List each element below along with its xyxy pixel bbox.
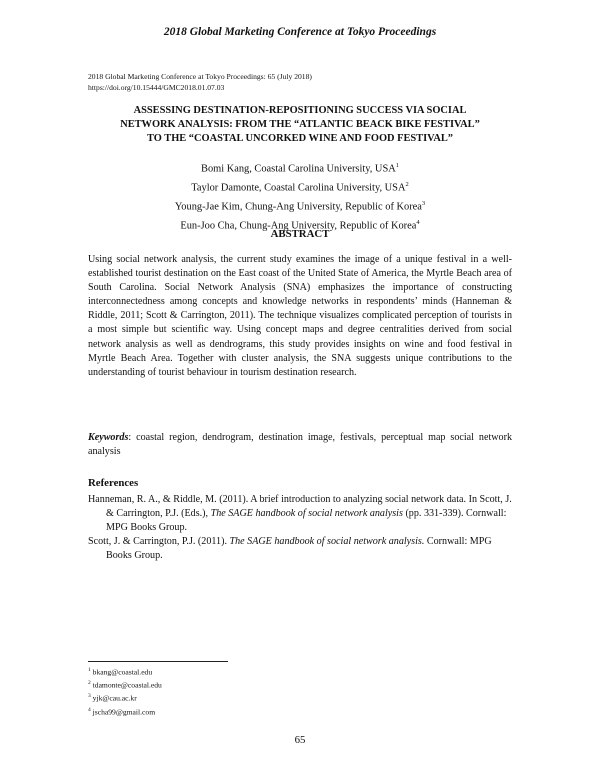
footnotes bbox=[88, 665, 162, 718]
abstract-heading: ABSTRACT bbox=[270, 228, 330, 240]
citation-line: 2018 Global Marketing Conference at Tokyo Proceedings: 65 (July 2018) bbox=[88, 72, 312, 81]
footnote-mark: 4 bbox=[88, 706, 91, 713]
citation-block bbox=[88, 72, 312, 93]
title-line: ASSESSING DESTINATION-REPOSITIONING SUCCESS VIA SOCIAL bbox=[133, 105, 467, 116]
reference-text: Hanneman, R. A., & Riddle, M. (2011). A brief introduction to analyzing social network data. In Scott, J. & Carrington, P.J. (Eds.), bbox=[88, 494, 512, 520]
author-name: Taylor Damonte, Coastal Carolina University, USA bbox=[191, 182, 406, 194]
footnote-mark: 2 bbox=[405, 180, 409, 188]
reference-text: Scott, J. & Carrington, P.J. (2011). bbox=[88, 536, 230, 548]
footnote-mark: 3 bbox=[88, 693, 91, 700]
keywords-paragraph bbox=[88, 431, 512, 459]
reference-text: (pp. 331-339). Cornwall: MPG Books Group. bbox=[106, 508, 507, 534]
email-link[interactable]: bkang@coastal.edu bbox=[92, 667, 153, 677]
reference-text: Cornwall: MPG Books Group. bbox=[106, 536, 492, 562]
reference-title: The SAGE handbook of social network analysis bbox=[210, 508, 403, 520]
author-list bbox=[88, 158, 512, 234]
footnote-mark: 4 bbox=[416, 218, 420, 226]
author-line bbox=[88, 196, 512, 215]
doi-link[interactable]: https://doi.org/10.15444/GMC2018.01.07.03 bbox=[88, 82, 225, 92]
reference-item bbox=[88, 535, 512, 563]
footnote-mark: 3 bbox=[421, 199, 426, 207]
references-heading: References bbox=[88, 477, 139, 489]
author-name: Bomi Kang, Coastal Carolina University, USA bbox=[201, 163, 396, 175]
keywords-text: : coastal region, dendrogram, destination image, festivals, perceptual map social network analysis bbox=[88, 432, 512, 458]
paper-title bbox=[88, 104, 512, 145]
reference-item bbox=[88, 493, 512, 535]
footnote bbox=[88, 691, 162, 704]
running-head: 2018 Global Marketing Conference at Tokyo Proceedings bbox=[163, 26, 437, 38]
author-name: Eun-Joo Cha, Chung-Ang University, Republic of Korea bbox=[180, 220, 417, 232]
footnote bbox=[88, 665, 162, 678]
footnote bbox=[88, 678, 162, 691]
reference-title: The SAGE handbook of social network analysis. bbox=[229, 536, 425, 548]
author-line bbox=[88, 177, 512, 196]
abstract-body: Using social network analysis, the current study examines the image of a unique festival in a well-established tourist destination on the East coast of the United State of America, the Myrtle Beach area of South Carolina. Social Network Analysis (SNA) emphasizes the importance of constructing interconnectedness among concepts and knowledge networks in respondents’ minds (Hanneman & Riddle, 2011; Scott & Carrington, 2011). The technique visualizes complicated perception of tourists in a most simple but scientific way. Using concept maps and degree centralities derived from social network analysis as well as dendrograms, this study provides insights on wine and food festival in Myrtle Beach Area. Together with cluster analysis, the SNA suggests unique contributions to the understanding of tourist behaviour in tourism destination research. bbox=[88, 254, 512, 378]
footnote bbox=[88, 705, 162, 718]
email-link[interactable]: yjk@cau.ac.kr bbox=[92, 694, 137, 703]
page-number: 65 bbox=[294, 734, 306, 746]
footnote-mark: 1 bbox=[395, 162, 399, 169]
references-list bbox=[88, 493, 512, 563]
title-line: NETWORK ANALYSIS: FROM THE “ATLANTIC BEACK BIKE FESTIVAL” bbox=[120, 118, 480, 130]
footnote-mark: 2 bbox=[88, 680, 91, 687]
email-link[interactable]: tdamonte@coastal.edu bbox=[92, 680, 162, 690]
footnote-mark: 1 bbox=[88, 667, 91, 673]
title-line: TO THE “COASTAL UNCORKED WINE AND FOOD FESTIVAL” bbox=[147, 132, 453, 144]
footnote-divider bbox=[88, 661, 228, 662]
author-line bbox=[88, 158, 512, 177]
email-link[interactable]: jscha99@gmail.com bbox=[92, 707, 156, 717]
author-name: Young-Jae Kim, Chung-Ang University, Republic of Korea bbox=[174, 201, 422, 213]
keywords-label: Keywords bbox=[88, 432, 129, 443]
